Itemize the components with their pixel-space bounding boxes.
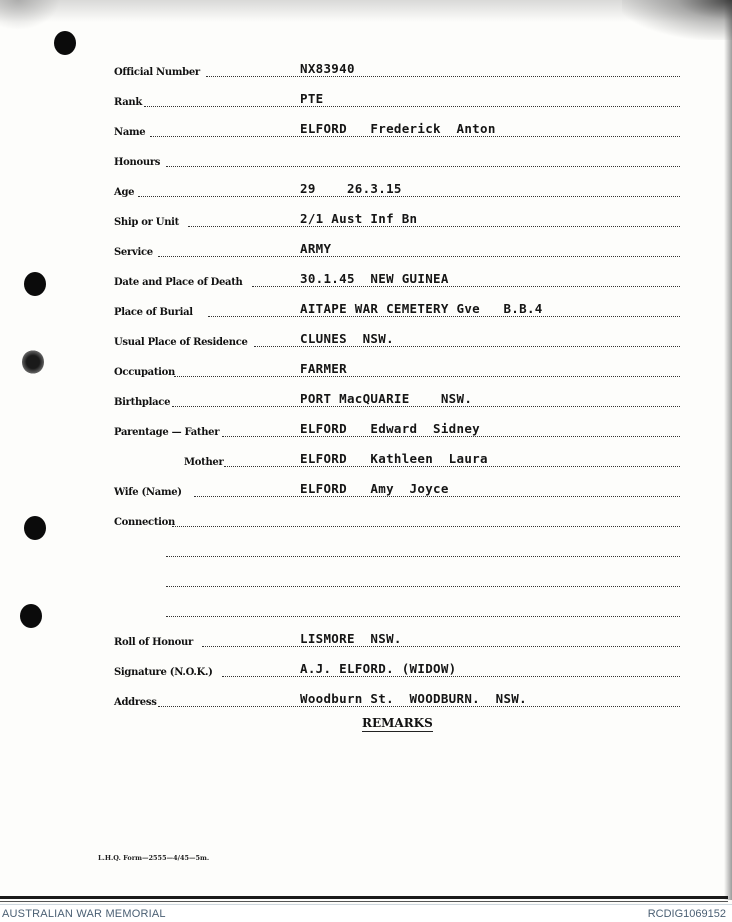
form-row-occupation (114, 358, 680, 382)
form-row-ship-or-unit (114, 208, 680, 232)
form-print-code: L.H.Q. Form—2555—4/45—5m. (98, 854, 210, 862)
dotted-leader-line (166, 166, 680, 167)
field-label: Honours (114, 157, 161, 168)
punch-hole-icon (20, 604, 42, 628)
field-value: FARMER (300, 361, 347, 376)
field-label: Name (114, 127, 146, 138)
field-value: PTE (300, 91, 324, 106)
field-value: 2/1 Aust Inf Bn (300, 211, 418, 226)
punch-hole-icon (22, 350, 44, 374)
dotted-leader-line (254, 346, 680, 347)
form-row-roll-of-honour (114, 628, 680, 652)
dotted-leader-line (188, 226, 680, 227)
remarks-heading: REMARKS (362, 716, 433, 730)
dotted-leader-line (174, 376, 680, 377)
dotted-leader-line (166, 586, 680, 587)
field-label: Occupation (114, 367, 175, 378)
field-label: Mother (184, 457, 224, 468)
form-row-name (114, 118, 680, 142)
punch-hole-icon (24, 516, 46, 540)
field-label: Official Number (114, 67, 200, 78)
dotted-leader-line (222, 676, 680, 677)
field-label: Age (114, 187, 135, 198)
form-row-service (114, 238, 680, 262)
scan-shadow-corner (0, 0, 60, 30)
dotted-leader-line (150, 136, 680, 137)
field-label: Rank (114, 97, 143, 108)
field-value: ELFORD Kathleen Laura (300, 451, 488, 466)
form-row-father (114, 418, 680, 442)
dotted-leader-line (202, 646, 680, 647)
field-value: LISMORE NSW. (300, 631, 402, 646)
form-row-official-number (114, 58, 680, 82)
field-value: 29 26.3.15 (300, 181, 402, 196)
field-value: ELFORD Frederick Anton (300, 121, 496, 136)
form-row-rank (114, 88, 680, 112)
scan-shadow-corner (622, 0, 732, 40)
dotted-leader-line (158, 706, 680, 707)
dotted-leader-line (172, 526, 680, 527)
dotted-leader-line (144, 106, 680, 107)
dotted-leader-line (172, 406, 680, 407)
field-value: ELFORD Amy Joyce (300, 481, 449, 496)
field-value: 30.1.45 NEW GUINEA (300, 271, 449, 286)
field-value: Woodburn St. WOODBURN. NSW. (300, 691, 527, 706)
dotted-leader-line (222, 436, 680, 437)
field-label: Address (114, 697, 157, 708)
field-label: Birthplace (114, 397, 171, 408)
field-value: ARMY (300, 241, 332, 256)
punch-hole-icon (24, 272, 46, 296)
field-label: Connection (114, 517, 175, 528)
page-border-line (0, 901, 728, 902)
punch-hole-icon (54, 31, 76, 55)
form-row-age (114, 178, 680, 202)
field-label: Service (114, 247, 153, 258)
archive-reference: RCDIG1069152 (647, 908, 726, 920)
form-row-connection-3 (114, 568, 680, 592)
dotted-leader-line (138, 196, 680, 197)
form-row-place-of-burial (114, 298, 680, 322)
form-row-date-place-of-death (114, 268, 680, 292)
field-label: Parentage — Father (114, 427, 220, 438)
archive-footer (0, 904, 732, 922)
field-value: ELFORD Edward Sidney (300, 421, 480, 436)
form-row-connection-2 (114, 538, 680, 562)
dotted-leader-line (206, 76, 680, 77)
field-label: Date and Place of Death (114, 277, 243, 288)
form-row-usual-residence (114, 328, 680, 352)
form-row-wife (114, 478, 680, 502)
scan-shadow-edge (724, 0, 732, 900)
form-row-birthplace (114, 388, 680, 412)
form-row-mother (114, 448, 680, 472)
field-value: A.J. ELFORD. (WIDOW) (300, 661, 457, 676)
field-label: Place of Burial (114, 307, 193, 318)
field-label: Wife (Name) (114, 487, 182, 498)
field-value: PORT MacQUARIE NSW. (300, 391, 473, 406)
archive-source: AUSTRALIAN WAR MEMORIAL (2, 908, 166, 920)
dotted-leader-line (158, 256, 680, 257)
page-border-line (0, 896, 728, 899)
form-row-connection (114, 508, 680, 532)
field-label: Signature (N.O.K.) (114, 667, 213, 678)
dotted-leader-line (224, 466, 680, 467)
form-row-honours (114, 148, 680, 172)
field-label: Ship or Unit (114, 217, 179, 228)
dotted-leader-line (166, 556, 680, 557)
field-value: AITAPE WAR CEMETERY Gve B.B.4 (300, 301, 543, 316)
form-row-signature (114, 658, 680, 682)
dotted-leader-line (166, 616, 680, 617)
form-row-connection-4 (114, 598, 680, 622)
dotted-leader-line (208, 316, 680, 317)
field-label: Roll of Honour (114, 637, 193, 648)
form-row-address (114, 688, 680, 712)
dotted-leader-line (252, 286, 680, 287)
field-value: NX83940 (300, 61, 355, 76)
field-value: CLUNES NSW. (300, 331, 394, 346)
dotted-leader-line (194, 496, 680, 497)
field-label: Usual Place of Residence (114, 337, 248, 348)
